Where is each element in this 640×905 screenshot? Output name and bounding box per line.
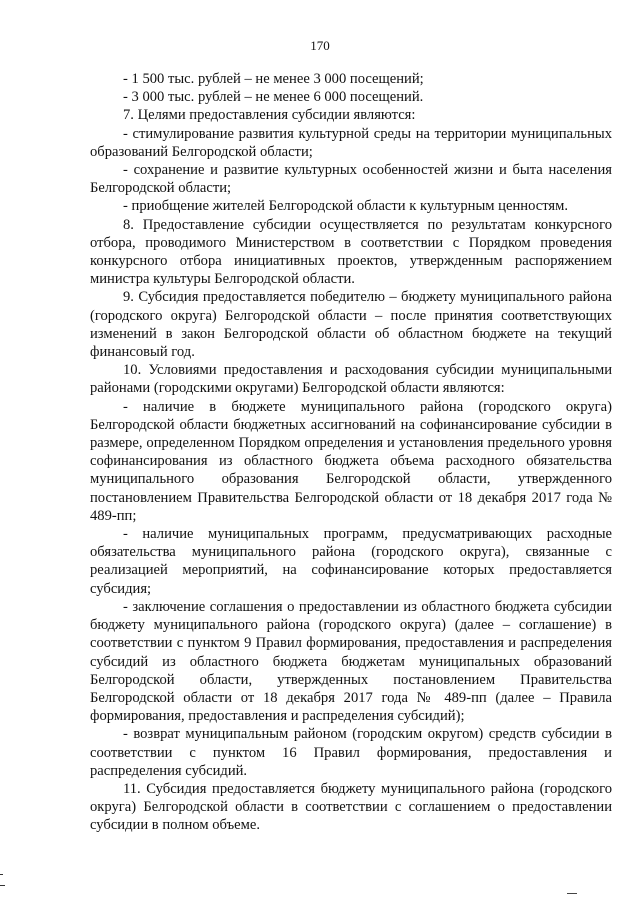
paragraph-visits-1500: - 1 500 тыс. рублей – не менее 3 000 посещений;: [123, 71, 424, 87]
paragraph-visits-3000: - 3 000 тыс. рублей – не менее 6 000 посещений.: [123, 89, 424, 106]
paragraph-10-conditions: 10. Условиями предоставления и расходования субсидии муниципальными районами (городскими округами) Белгородской области являются:: [90, 362, 612, 397]
paragraph-9-winner: 9. Субсидия предоставляется победителю – бюджету муниципального района (городского округа) Белгородской области – после принятия соответствующих изменений в закон Белгородской области об областном бюджете на текущий финансовый год.: [90, 289, 612, 361]
paragraph-condition-agreement: - заключение соглашения о предоставлении из областного бюджета субсидии бюджету муниципального района (городского округа) (далее – соглашение) в соответствии с пунктом 9 Правил формирования, предоставления и распределения субсидий из областного бюджета бюджетам муниципальных образований Белгородской области, утвержденных постановлением Правительства Белгородской области от 18 декабря 2017 года № 489-пп (далее – Правила формирования, предоставления и распределения субсидий);: [90, 598, 612, 725]
paragraph-7-goals: 7. Целями предоставления субсидии являются:: [123, 107, 416, 124]
paragraph-goal-cultural-values: - приобщение жителей Белгородской области к культурным ценностям.: [123, 198, 569, 215]
page-number: 170: [310, 38, 330, 53]
paragraph-goal-preservation: - сохранение и развитие культурных особенностей жизни и быта населения Белгородской области;: [90, 162, 612, 197]
paragraph-condition-programs: - наличие муниципальных программ, предусматривающих расходные обязательства муниципального района (городского округа), связанные с реализацией мероприятий, на софинансирование которых предоставляется субсидия;: [90, 526, 612, 597]
document-body: [90, 70, 612, 835]
scan-edge-mark: [0, 885, 5, 886]
paragraph-goal-cultural-environment: - стимулирование развития культурной среды на территории муниципальных образований Белгородской области;: [90, 125, 612, 160]
paragraph-condition-budget: - наличие в бюджете муниципального района (городского округа) Белгородской области бюджетных ассигнований на софинансирование субсидии в размере, определенном Порядком определения и установления предельного уровня софинансирования из областного бюджета объема расходного обязательства муниципального образования Белгородской области, утвержденного постановлением Правительства Белгородской области от 18 декабря 2017 года № 489-пп;: [90, 398, 612, 524]
scan-edge-mark: [0, 874, 3, 875]
paragraph-8-competition: 8. Предоставление субсидии осуществляется по результатам конкурсного отбора, проводимого Министерством в соответствии с Порядком проведения конкурсного отбора инициативных проектов, утвержденным распоряжением министра культуры Белгородской области.: [90, 216, 612, 288]
paragraph-11-full-amount: 11. Субсидия предоставляется бюджету муниципального района (городского округа) Белгородской области в соответствии с соглашением о предоставлении субсидии в полном объеме.: [90, 780, 612, 834]
scan-corner-mark: [567, 893, 577, 894]
paragraph-condition-refund: - возврат муниципальным районом (городским округом) средств субсидии в соответствии с пунктом 16 Правил формирования, предоставления и распределения субсидий.: [90, 726, 612, 779]
